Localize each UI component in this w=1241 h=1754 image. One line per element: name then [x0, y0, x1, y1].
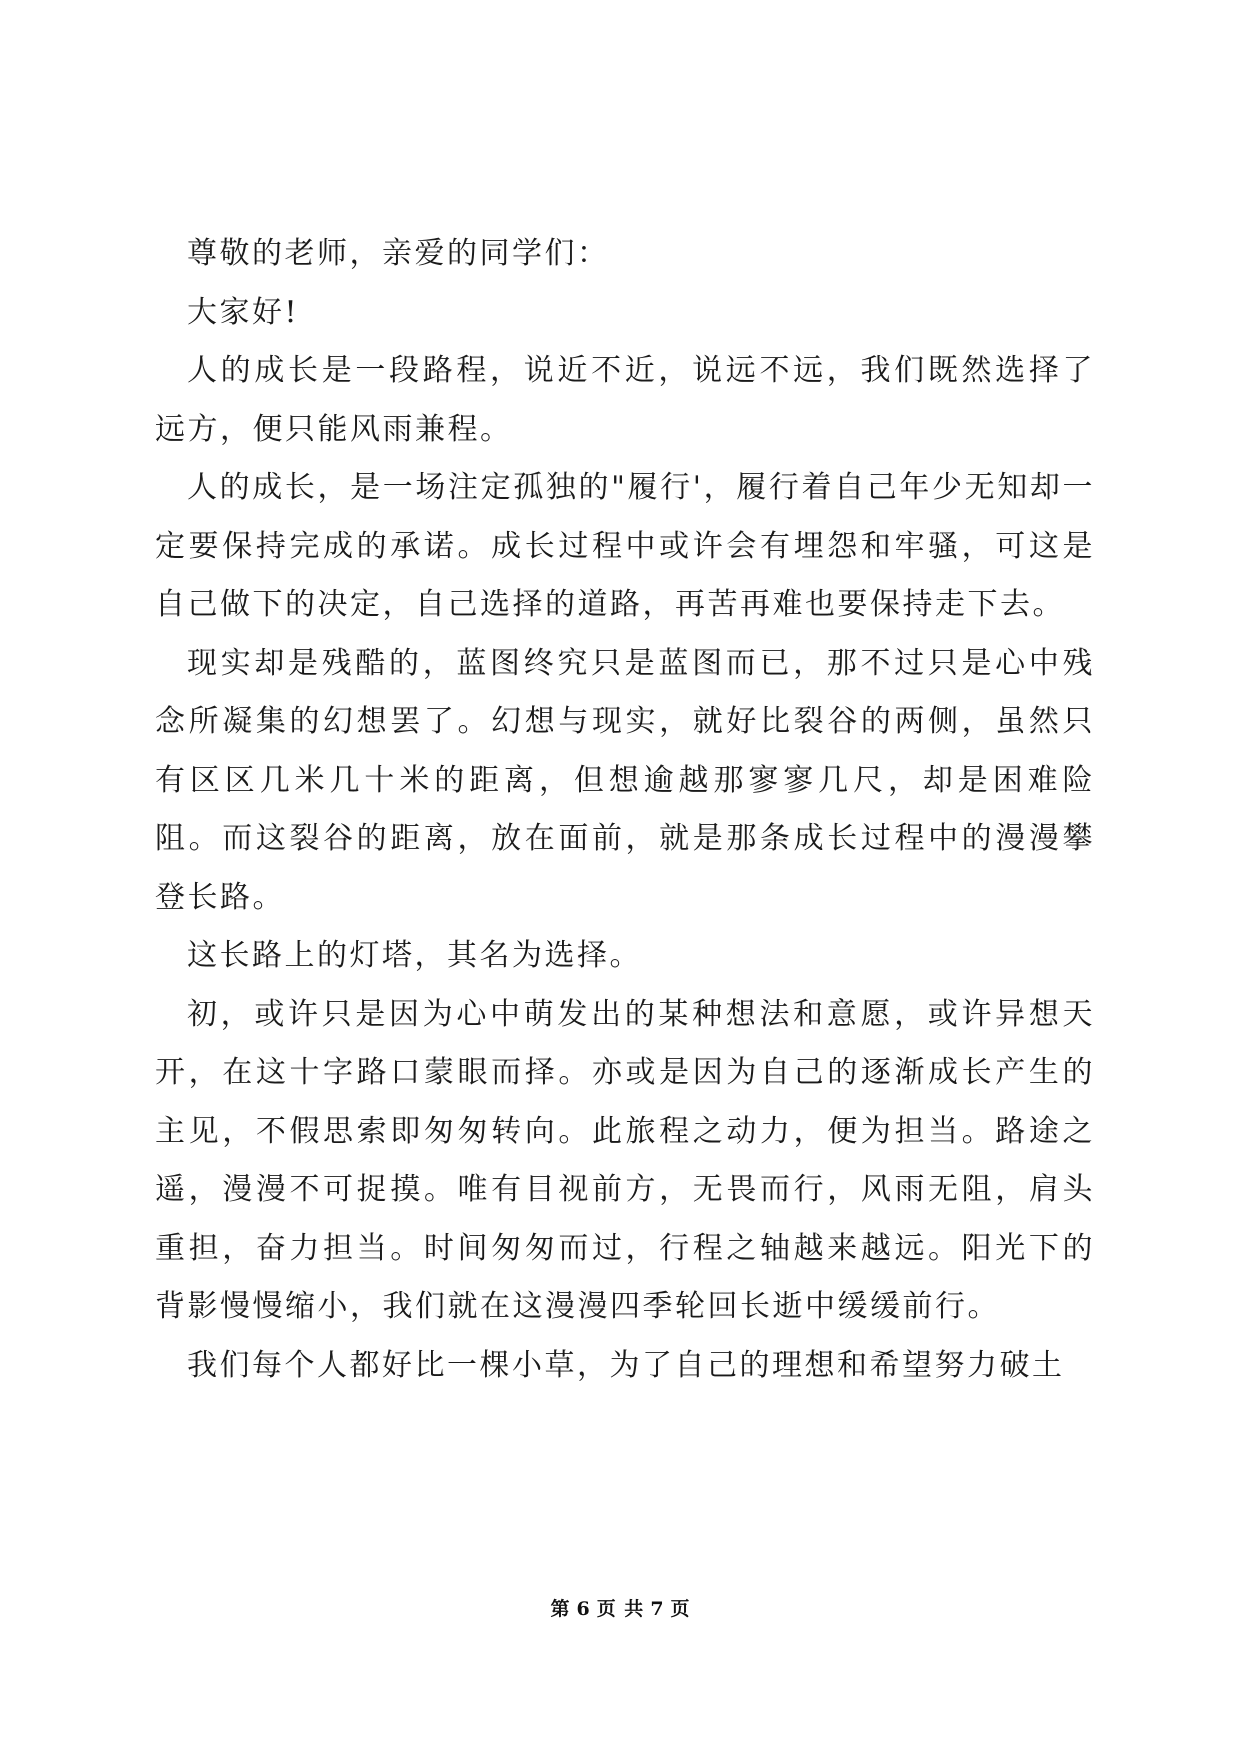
footer-middle: 页 共	[596, 1598, 645, 1620]
paragraph: 我们每个人都好比一棵小草，为了自己的理想和希望努力破土	[187, 1347, 1065, 1383]
footer-suffix: 页	[670, 1598, 691, 1620]
footer-current-page: 6	[576, 1598, 591, 1620]
paragraph: 这长路上的灯塔，其名为选择。	[187, 938, 642, 973]
footer-prefix: 第	[550, 1598, 571, 1620]
page-footer	[0, 1594, 1241, 1621]
footer-total-pages: 7	[650, 1598, 665, 1620]
paragraph: 人的成长，是一场注定孤独的"履行'，履行着自己年少无知却一定要保持完成的承诺。成长过程中或许会有埋怨和牢骚，可这是自己做下的决定，自己选择的道路，再苦再难也要保持走下去。	[155, 470, 1095, 622]
document-body	[155, 225, 1095, 1395]
paragraph-salutation: 尊敬的老师，亲爱的同学们：	[187, 236, 610, 271]
paragraph: 初，或许只是因为心中萌发出的某种想法和意愿，或许异想天开，在这十字路口蒙眼而择。亦或是因为自己的逐渐成长产生的主见，不假思索即匆匆转向。此旅程之动力，便为担当。路途之遥，漫漫不可捉摸。唯有目视前方，无畏而行，风雨无阻，肩头重担，奋力担当。时间匆匆而过，行程之轴越来越远。阳光下的背影慢慢缩小，我们就在这漫漫四季轮回长逝中缓缓前行。	[155, 996, 1095, 1324]
paragraph: 现实却是残酷的，蓝图终究只是蓝图而已，那不过只是心中残念所凝集的幻想罢了。幻想与现实，就好比裂谷的两侧，虽然只有区区几米几十米的距离，但想逾越那寥寥几尺，却是困难险阻。而这裂谷的距离，放在面前，就是那条成长过程中的漫漫攀登长路。	[155, 645, 1095, 915]
paragraph-greeting: 大家好!	[187, 294, 300, 330]
paragraph: 人的成长是一段路程，说近不近，说远不远，我们既然选择了远方，便只能风雨兼程。	[155, 353, 1095, 447]
